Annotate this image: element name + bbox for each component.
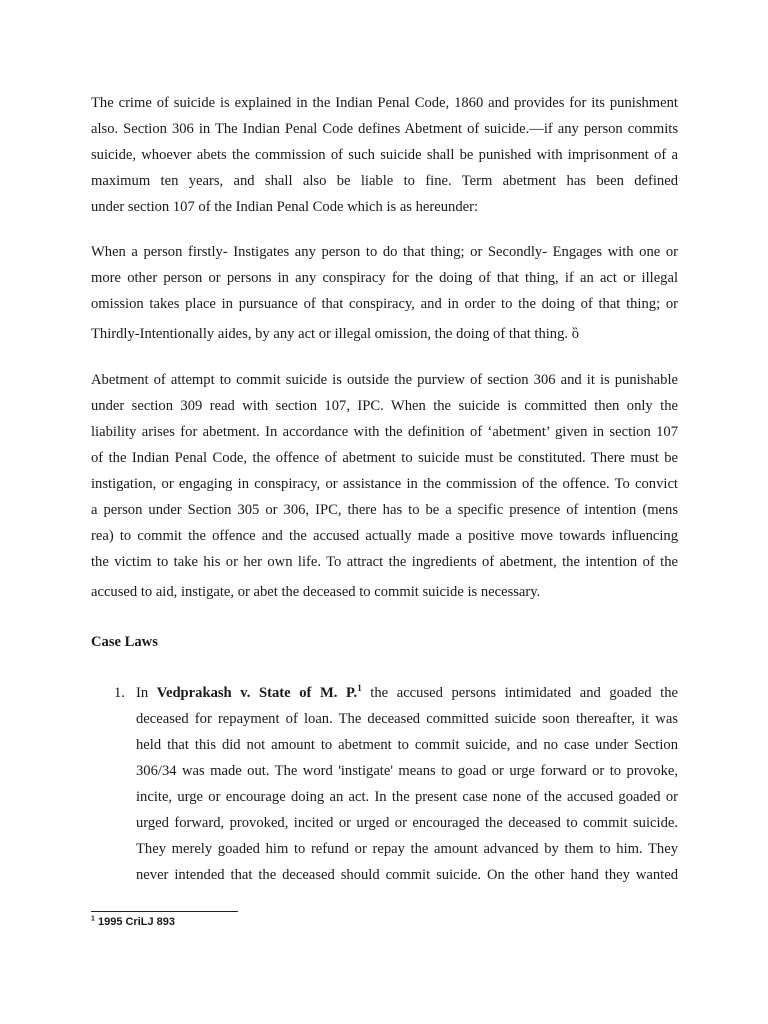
paragraph-2-line: omission takes place in pursuance of that conspiracy, and in order to the doing of that thing; or <box>91 296 678 312</box>
paragraph-2-last-line: Thirdly-Intentionally aides, by any act or illegal omission, the doing of that thing. ȍ <box>91 326 579 342</box>
case-law-line: incite, urge or encourage doing an act. In the present case none of the accused goaded or <box>136 789 678 805</box>
case-law-line: never intended that the deceased should commit suicide. On the other hand they wanted <box>136 867 678 883</box>
footnote-reference[interactable]: 1 <box>357 683 362 694</box>
paragraph-3-line: the victim to take his or her own life. To attract the ingredients of abetment, the intention of the <box>91 554 678 570</box>
paragraph-1-line: also. Section 306 in The Indian Penal Code defines Abetment of suicide.—if any person commits <box>91 121 678 137</box>
paragraph-3-line: rea) to commit the offence and the accused actually made a positive move towards influencing <box>91 528 678 544</box>
paragraph-1-line: suicide, whoever abets the commission of such suicide shall be punished with imprisonment of a <box>91 147 678 163</box>
section-heading: Case Laws <box>91 634 158 650</box>
case-name: Vedprakash v. State of M. P. <box>156 685 358 701</box>
case-law-first-line <box>136 683 678 703</box>
case-law-line: deceased for repayment of loan. The deceased committed suicide soon thereafter, it was <box>136 711 678 727</box>
paragraph-3-line: Abetment of attempt to commit suicide is outside the purview of section 306 and it is punishable <box>91 372 678 388</box>
paragraph-1 <box>91 93 678 191</box>
paragraph-3-line: of the Indian Penal Code, the offence of abetment to suicide must be constituted. There must be <box>91 450 678 466</box>
paragraph-3 <box>91 370 678 572</box>
paragraph-2 <box>91 242 678 314</box>
case-law-prefix: In <box>136 685 157 701</box>
paragraph-3-last-line: accused to aid, instigate, or abet the deceased to commit suicide is necessary. <box>91 584 541 600</box>
case-law-line: held that this did not amount to abetment to commit suicide, and no case under Section <box>136 737 678 753</box>
case-law-line: They merely goaded him to refund or repay the amount advanced by them to him. They <box>136 841 678 857</box>
footnote-separator <box>91 911 238 912</box>
paragraph-1-last-line: under section 107 of the Indian Penal Code which is as hereunder: <box>91 199 479 215</box>
footnote <box>91 916 175 928</box>
case-law-line: 306/34 was made out. The word 'instigate' means to goad or urge forward or to provoke, <box>136 763 678 779</box>
paragraph-3-line: under section 309 read with section 107, IPC. When the suicide is committed then only the <box>91 398 678 414</box>
case-law-first-line-rest: the accused persons intimidated and goaded the <box>361 685 678 701</box>
paragraph-3-line: a person under Section 305 or 306, IPC, there has to be a specific presence of intention (mens <box>91 502 678 518</box>
case-law-line: urged forward, provoked, incited or urged or encouraged the deceased to commit suicide. <box>136 815 678 831</box>
list-item-number: 1. <box>114 685 125 701</box>
paragraph-3-line: instigation, or engaging in conspiracy, or assistance in the commission of the offence. To convict <box>91 476 678 492</box>
paragraph-1-line: The crime of suicide is explained in the Indian Penal Code, 1860 and provides for its punishment <box>91 95 678 111</box>
footnote-number: 1 <box>91 915 95 923</box>
case-law-item-1 <box>136 683 678 885</box>
paragraph-1-line: maximum ten years, and shall also be liable to fine. Term abetment has been defined <box>91 173 678 189</box>
paragraph-2-line: more other person or persons in any conspiracy for the doing of that thing, if an act or illegal <box>91 270 678 286</box>
paragraph-3-line: liability arises for abetment. In accordance with the definition of ‘abetment’ given in section 107 <box>91 424 678 440</box>
footnote-text: 1995 CriLJ 893 <box>94 916 176 928</box>
paragraph-2-line: When a person firstly- Instigates any person to do that thing; or Secondly- Engages with one or <box>91 244 678 260</box>
